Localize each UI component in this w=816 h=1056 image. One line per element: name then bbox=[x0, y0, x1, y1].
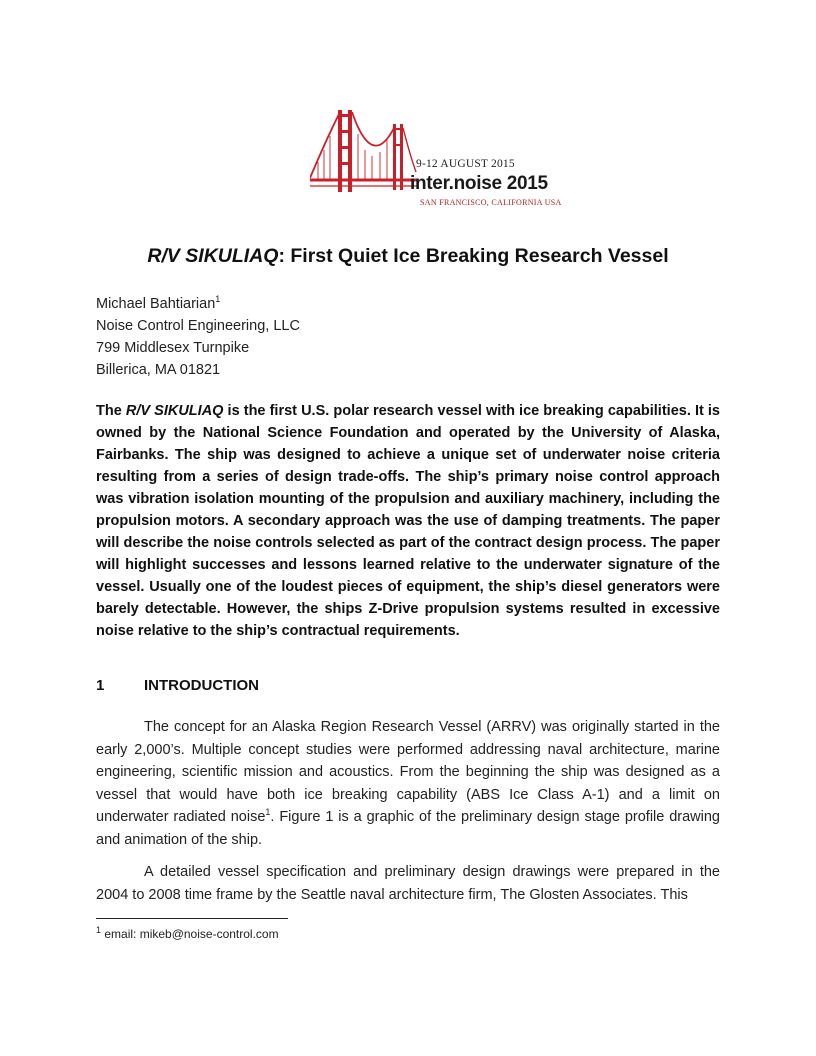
abstract-lead: The bbox=[96, 403, 126, 419]
logo-date: 9-12 AUGUST 2015 bbox=[416, 158, 515, 170]
footnote-mark: 1 bbox=[96, 925, 102, 935]
abstract-vessel: R/V SIKULIAQ bbox=[125, 403, 224, 419]
section-heading bbox=[96, 677, 259, 694]
p1-text-a: The concept for an Alaska Region Research Vessel (ARRV) was originally started in the early 2,000’s. Multiple concept studies were performed addressing naval architecture, marine engineering, scientific mission and acoustics. From the beginning the ship was designed as a vessel that would have both ice breaking capability (ABS Ice Class A-1) and a limit on underwater radiated noise bbox=[96, 719, 720, 825]
logo-name: inter.noise 2015 bbox=[410, 173, 548, 194]
author-company: Noise Control Engineering, LLC bbox=[96, 318, 300, 334]
author-address-2: Billerica, MA 01821 bbox=[96, 362, 221, 378]
conference-logo bbox=[310, 100, 562, 210]
author-address-1: 799 Middlesex Turnpike bbox=[96, 340, 250, 356]
paper-title bbox=[0, 245, 816, 268]
title-rest: : First Quiet Ice Breaking Research Vessel bbox=[278, 245, 669, 267]
section-title: INTRODUCTION bbox=[144, 677, 259, 694]
abstract bbox=[96, 400, 720, 642]
abstract-text: is the first U.S. polar research vessel with ice breaking capabilities. It is owned by the National Science Foundation and operated by the University of Alaska, Fairbanks. The ship was designed to achieve a unique set of underwater noise criteria resulting from a series of design trade-offs. The ship’s primary noise control approach was vibration isolation mounting of the propulsion and auxiliary machinery, including the propulsion motors. A secondary approach was the use of damping treatments. The paper will describe the noise controls selected as part of the contract design process. The paper will highlight successes and lessons learned relative to the underwater signature of the vessel. Usually one of the loudest pieces of equipment, the ship’s diesel generators were barely detectable. However, the ships Z-Drive propulsion systems resulted in excessive noise relative to the ship’s contractual requirements. bbox=[96, 403, 721, 639]
p1-text-b: . Figure 1 is a graphic of the preliminary design stage profile drawing and animation of the ship. bbox=[96, 809, 720, 848]
footnote-text: email: mikeb@noise-control.com bbox=[101, 927, 279, 941]
author-name: Michael Bahtiarian bbox=[96, 296, 216, 312]
logo-location: SAN FRANCISCO, CALIFORNIA USA bbox=[420, 198, 562, 207]
footnote bbox=[96, 927, 279, 941]
footnote-divider bbox=[96, 918, 288, 919]
section-number: 1 bbox=[96, 677, 105, 694]
author-name-line bbox=[96, 293, 300, 315]
p1-footnote-mark: 1 bbox=[265, 807, 271, 818]
body-paragraph-2: A detailed vessel specification and preliminary design drawings were prepared in the 2004 to 2008 time frame by the Seattle naval architecture firm, The Glosten Associates. This bbox=[96, 864, 720, 903]
body-paragraph-1 bbox=[96, 716, 720, 851]
author-footnote-mark: 1 bbox=[215, 294, 221, 305]
author-block bbox=[96, 293, 300, 381]
title-vessel: R/V SIKULIAQ bbox=[147, 245, 279, 267]
